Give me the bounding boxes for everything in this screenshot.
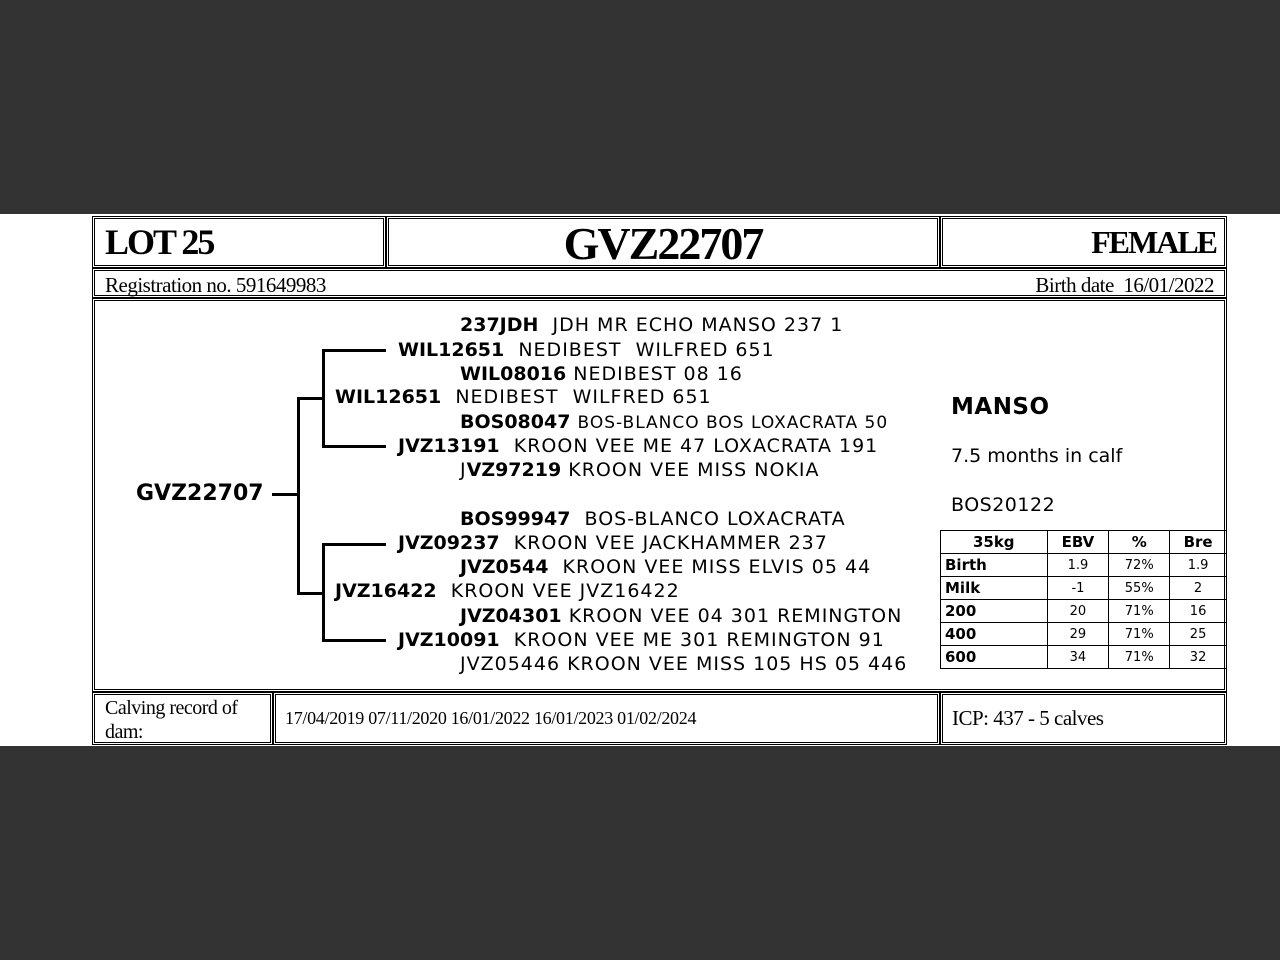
pedigree-sdd: JVZ97219 KROON VEE MISS NOKIA (460, 459, 820, 481)
ebv-cell: 1.9 (1170, 554, 1227, 577)
ebv-header: Bre (1170, 531, 1227, 554)
ebv-cell: 400 (941, 623, 1048, 646)
ebv-header: 35kg (941, 531, 1048, 554)
lot-number: LOT 25 (105, 222, 214, 262)
ebv-cell: 71% (1109, 623, 1170, 646)
ebv-cell: 200 (941, 600, 1048, 623)
pedigree-ddd: JVZ05446 KROON VEE MISS 105 HS 05 446 (460, 653, 908, 675)
pedigree-sss: 237JDH JDH MR ECHO MANSO 237 1 (460, 314, 844, 336)
lot-box (92, 216, 386, 268)
pedigree-ds: JVZ09237 KROON VEE JACKHAMMER 237 (398, 532, 828, 554)
sex-box (940, 216, 1227, 268)
ebv-cell: 16 (1170, 600, 1227, 623)
ebv-table (940, 530, 1227, 669)
pregnancy-status: 7.5 months in calf (951, 445, 1123, 467)
icp-box (940, 692, 1227, 745)
dam-branch (297, 592, 324, 595)
ebv-row (941, 646, 1227, 669)
calving-label-box (92, 692, 273, 745)
ebv-cell: 32 (1170, 646, 1227, 669)
pedigree-dsd: JVZ0544 KROON VEE MISS ELVIS 05 44 (460, 556, 872, 578)
ebv-header: EBV (1047, 531, 1109, 554)
pedigree-dds: JVZ04301 KROON VEE 04 301 REMINGTON (460, 605, 903, 627)
ebv-cell: 55% (1109, 577, 1170, 600)
subject-connector (272, 493, 298, 496)
registration-row (92, 268, 1227, 298)
ebv-cell: 29 (1047, 623, 1109, 646)
service-sire: MANSO (951, 394, 1050, 420)
pedigree-sd: JVZ13191 KROON VEE ME 47 LOXACRATA 191 (398, 435, 879, 457)
ebv-cell: 34 (1047, 646, 1109, 669)
registration-number: Registration no. 591649983 (105, 273, 326, 297)
dd-branch (322, 639, 386, 642)
ebv-cell: 1.9 (1047, 554, 1109, 577)
animal-id-title: GVZ22707 (563, 218, 763, 269)
ebv-cell: 2 (1170, 577, 1227, 600)
ebv-cell: 20 (1047, 600, 1109, 623)
ebv-cell: 71% (1109, 646, 1170, 669)
sd-branch (322, 445, 386, 448)
ebv-header: % (1109, 531, 1170, 554)
ebv-cell: Milk (941, 577, 1048, 600)
ebv-row (941, 577, 1227, 600)
main-vertical (297, 397, 300, 594)
pedigree-sds: BOS08047 BOS-BLANCO BOS LOXACRATA 50 (460, 411, 889, 433)
calving-label: Calving record of dam: (105, 697, 238, 743)
calving-dates: 17/04/2019 07/11/2020 16/01/2022 16/01/2023 01/02/2024 (285, 708, 697, 728)
ebv-header-row (941, 531, 1227, 554)
catalogue-page (0, 214, 1280, 746)
ss-branch (322, 349, 386, 352)
animal-id-box (386, 216, 940, 268)
ebv-cell: -1 (1047, 577, 1109, 600)
pedigree-dss: BOS99947 BOS-BLANCO LOXACRATA (460, 508, 846, 530)
birth-date: Birth date 16/01/2022 (1035, 273, 1214, 297)
pedigree-subject: GVZ22707 (136, 481, 264, 506)
ebv-cell: 71% (1109, 600, 1170, 623)
icp-value: ICP: 437 - 5 calves (952, 706, 1104, 730)
pedigree-ss: WIL12651 NEDIBEST WILFRED 651 (398, 339, 775, 361)
pedigree-sire: WIL12651 NEDIBEST WILFRED 651 (335, 386, 712, 408)
ds-branch (322, 543, 386, 546)
ebv-row (941, 554, 1227, 577)
sex-label: FEMALE (1091, 224, 1216, 260)
ebv-cell: Birth (941, 554, 1048, 577)
pedigree-dd: JVZ10091 KROON VEE ME 301 REMINGTON 91 (398, 629, 885, 651)
service-sire-id: BOS20122 (951, 494, 1056, 516)
ebv-cell: 600 (941, 646, 1048, 669)
sire-vertical (322, 349, 325, 447)
ebv-row (941, 600, 1227, 623)
ebv-row (941, 623, 1227, 646)
calving-dates-box (273, 692, 940, 745)
ebv-cell: 72% (1109, 554, 1170, 577)
pedigree-dam: JVZ16422 KROON VEE JVZ16422 (335, 580, 680, 602)
dam-vertical (322, 543, 325, 641)
ebv-cell: 25 (1170, 623, 1227, 646)
pedigree-ssd: WIL08016 NEDIBEST 08 16 (460, 363, 743, 385)
sire-branch (297, 397, 324, 400)
